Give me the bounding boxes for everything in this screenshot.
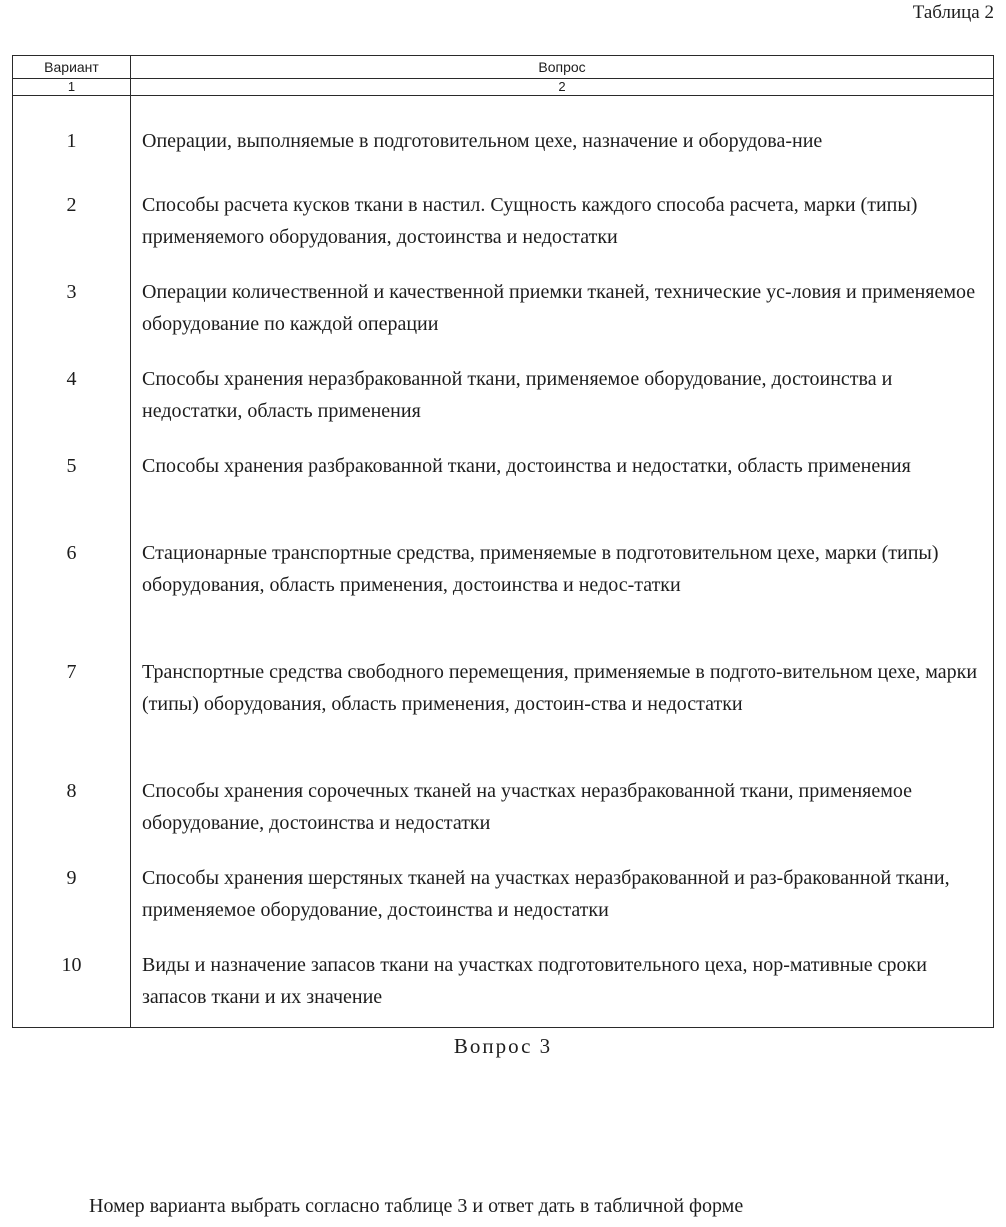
table-row <box>13 775 994 862</box>
table-column-number-row <box>13 79 994 96</box>
variant-number: 5 <box>13 450 131 537</box>
table-row <box>13 537 994 656</box>
variant-number: 6 <box>13 537 131 656</box>
question-text: Стационарные транспортные средства, применяемые в подготовительном цехе, марки (типы) оборудования, область применения, достоинства и недос-татки <box>131 537 994 656</box>
variant-number: 3 <box>13 276 131 363</box>
variant-number: 4 <box>13 363 131 450</box>
variant-number: 8 <box>13 775 131 862</box>
table-row <box>13 276 994 363</box>
table-row <box>13 656 994 775</box>
table-row <box>13 189 994 276</box>
table-header-row <box>13 56 994 79</box>
question-text: Способы хранения шерстяных тканей на участках неразбракованной и раз-бракованной ткани, применяемое оборудование, достоинства и недостатки <box>131 862 994 949</box>
instruction-text: Номер варианта выбрать согласно таблице 3 и ответ дать в табличной форме <box>89 1195 744 1217</box>
question-text: Способы расчета кусков ткани в настил. Сущность каждого способа расчета, марки (типы) применяемого оборудования, достоинства и недостатки <box>131 189 994 276</box>
question-text: Способы хранения сорочечных тканей на участках неразбракованной ткани, применяемое оборудование, достоинства и недостатки <box>131 775 994 862</box>
question-text: Транспортные средства свободного перемещения, применяемые в подгото-вительном цехе, марки (типы) оборудования, область применения, достоин-ства и недостатки <box>131 656 994 775</box>
table-row <box>13 363 994 450</box>
variant-number: 7 <box>13 656 131 775</box>
variants-table <box>12 55 994 1028</box>
variant-number: 2 <box>13 189 131 276</box>
question-text: Операции количественной и качественной приемки тканей, технические ус-ловия и применяемое оборудование по каждой операции <box>131 276 994 363</box>
variant-number: 1 <box>13 96 131 189</box>
table-caption: Таблица 2 <box>912 2 994 23</box>
column-number-question: 2 <box>131 79 994 96</box>
variant-number: 10 <box>13 949 131 1028</box>
column-header-variant: Вариант <box>13 56 131 79</box>
table-row <box>13 96 994 189</box>
question-text: Способы хранения неразбракованной ткани, применяемое оборудование, достоинства и недостатки, область применения <box>131 363 994 450</box>
question-text: Способы хранения разбракованной ткани, достоинства и недостатки, область применения <box>131 450 994 537</box>
section-title: Вопрос 3 <box>453 1034 553 1058</box>
variant-number: 9 <box>13 862 131 949</box>
question-text: Виды и назначение запасов ткани на участках подготовительного цеха, нор-мативные сроки запасов ткани и их значение <box>131 949 994 1028</box>
column-header-question: Вопрос <box>131 56 994 79</box>
column-number-variant: 1 <box>13 79 131 96</box>
question-text: Операции, выполняемые в подготовительном цехе, назначение и оборудова-ние <box>131 96 994 189</box>
table-row <box>13 450 994 537</box>
table-row <box>13 949 994 1028</box>
table-row <box>13 862 994 949</box>
